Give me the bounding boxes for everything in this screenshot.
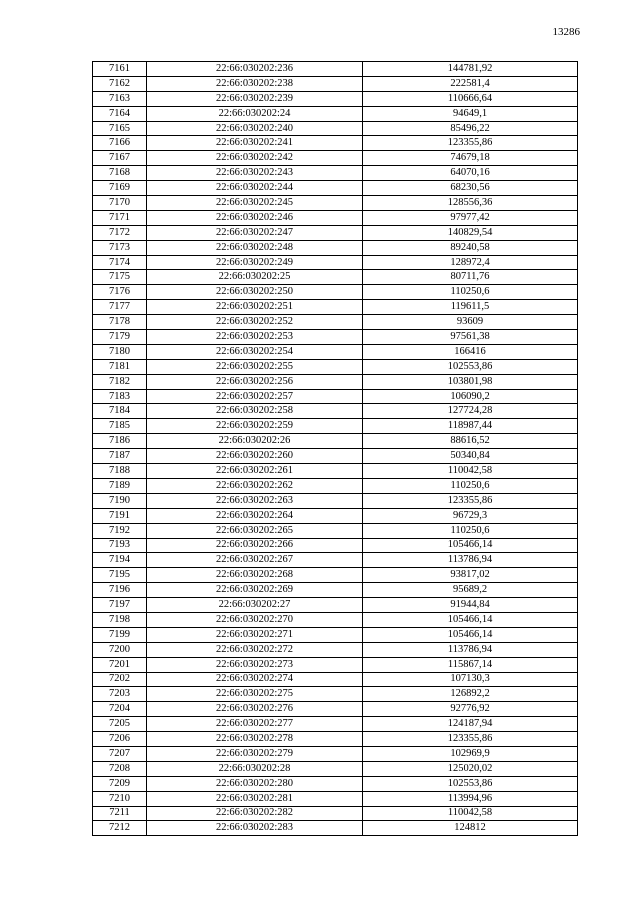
row-number-cell: 7187 — [93, 449, 147, 464]
cadastral-number-cell: 22:66:030202:239 — [147, 91, 363, 106]
row-number-cell: 7169 — [93, 181, 147, 196]
cadastral-number-cell: 22:66:030202:272 — [147, 642, 363, 657]
table-row — [93, 151, 578, 166]
cadastral-number-cell: 22:66:030202:249 — [147, 255, 363, 270]
row-number-cell: 7172 — [93, 225, 147, 240]
cadastral-number-cell: 22:66:030202:238 — [147, 76, 363, 91]
table-row — [93, 598, 578, 613]
table-row — [93, 255, 578, 270]
cadastral-value-cell: 92776,92 — [363, 702, 578, 717]
table-row — [93, 761, 578, 776]
cadastral-value-cell: 123355,86 — [363, 136, 578, 151]
row-number-cell: 7173 — [93, 240, 147, 255]
table-row — [93, 434, 578, 449]
cadastral-value-cell: 128972,4 — [363, 255, 578, 270]
cadastral-number-cell: 22:66:030202:262 — [147, 478, 363, 493]
cadastral-number-cell: 22:66:030202:259 — [147, 419, 363, 434]
cadastral-value-cell: 105466,14 — [363, 612, 578, 627]
table-row — [93, 687, 578, 702]
table-row — [93, 493, 578, 508]
cadastral-number-cell: 22:66:030202:27 — [147, 598, 363, 613]
cadastral-value-cell: 95689,2 — [363, 583, 578, 598]
row-number-cell: 7208 — [93, 761, 147, 776]
row-number-cell: 7206 — [93, 732, 147, 747]
cadastral-number-cell: 22:66:030202:264 — [147, 508, 363, 523]
table-row — [93, 672, 578, 687]
table-row — [93, 181, 578, 196]
cadastral-number-cell: 22:66:030202:248 — [147, 240, 363, 255]
cadastral-value-cell: 107130,3 — [363, 672, 578, 687]
table-row — [93, 657, 578, 672]
cadastral-value-cell: 50340,84 — [363, 449, 578, 464]
row-number-cell: 7200 — [93, 642, 147, 657]
row-number-cell: 7198 — [93, 612, 147, 627]
cadastral-value-cell: 123355,86 — [363, 493, 578, 508]
row-number-cell: 7191 — [93, 508, 147, 523]
row-number-cell: 7199 — [93, 627, 147, 642]
cadastral-number-cell: 22:66:030202:242 — [147, 151, 363, 166]
cadastral-number-cell: 22:66:030202:253 — [147, 330, 363, 345]
cadastral-value-cell: 113994,96 — [363, 791, 578, 806]
table-row — [93, 404, 578, 419]
cadastral-number-cell: 22:66:030202:269 — [147, 583, 363, 598]
cadastral-value-cell: 93817,02 — [363, 568, 578, 583]
table-row — [93, 538, 578, 553]
row-number-cell: 7162 — [93, 76, 147, 91]
table-body — [93, 62, 578, 836]
cadastral-value-cell: 128556,36 — [363, 196, 578, 211]
row-number-cell: 7189 — [93, 478, 147, 493]
cadastral-number-cell: 22:66:030202:28 — [147, 761, 363, 776]
row-number-cell: 7170 — [93, 196, 147, 211]
table-row — [93, 612, 578, 627]
cadastral-number-cell: 22:66:030202:247 — [147, 225, 363, 240]
cadastral-value-cell: 97977,42 — [363, 210, 578, 225]
cadastral-value-cell: 127724,28 — [363, 404, 578, 419]
cadastral-number-cell: 22:66:030202:255 — [147, 359, 363, 374]
row-number-cell: 7164 — [93, 106, 147, 121]
row-number-cell: 7190 — [93, 493, 147, 508]
cadastral-number-cell: 22:66:030202:273 — [147, 657, 363, 672]
table-row — [93, 568, 578, 583]
cadastral-number-cell: 22:66:030202:25 — [147, 270, 363, 285]
cadastral-number-cell: 22:66:030202:267 — [147, 553, 363, 568]
row-number-cell: 7203 — [93, 687, 147, 702]
table-row — [93, 196, 578, 211]
row-number-cell: 7204 — [93, 702, 147, 717]
cadastral-value-cell: 96729,3 — [363, 508, 578, 523]
cadastral-number-cell: 22:66:030202:266 — [147, 538, 363, 553]
cadastral-value-cell: 93609 — [363, 315, 578, 330]
row-number-cell: 7171 — [93, 210, 147, 225]
cadastral-value-cell: 110042,58 — [363, 464, 578, 479]
row-number-cell: 7185 — [93, 419, 147, 434]
cadastral-number-cell: 22:66:030202:236 — [147, 62, 363, 77]
table-row — [93, 330, 578, 345]
cadastral-number-cell: 22:66:030202:252 — [147, 315, 363, 330]
cadastral-number-cell: 22:66:030202:240 — [147, 121, 363, 136]
table-row — [93, 121, 578, 136]
table-row — [93, 776, 578, 791]
cadastral-value-cell: 113786,94 — [363, 642, 578, 657]
row-number-cell: 7161 — [93, 62, 147, 77]
cadastral-value-cell: 144781,92 — [363, 62, 578, 77]
page-number: 13286 — [552, 26, 580, 38]
row-number-cell: 7196 — [93, 583, 147, 598]
cadastral-number-cell: 22:66:030202:282 — [147, 806, 363, 821]
cadastral-value-cell: 102969,9 — [363, 746, 578, 761]
cadastral-value-cell: 115867,14 — [363, 657, 578, 672]
table-row — [93, 717, 578, 732]
cadastral-value-cell: 113786,94 — [363, 553, 578, 568]
table-row — [93, 106, 578, 121]
cadastral-value-cell: 88616,52 — [363, 434, 578, 449]
cadastral-number-cell: 22:66:030202:276 — [147, 702, 363, 717]
row-number-cell: 7209 — [93, 776, 147, 791]
cadastral-value-cell: 123355,86 — [363, 732, 578, 747]
row-number-cell: 7197 — [93, 598, 147, 613]
cadastral-value-cell: 106090,2 — [363, 389, 578, 404]
cadastral-number-cell: 22:66:030202:278 — [147, 732, 363, 747]
cadastral-number-cell: 22:66:030202:263 — [147, 493, 363, 508]
table-row — [93, 806, 578, 821]
cadastral-value-cell: 85496,22 — [363, 121, 578, 136]
row-number-cell: 7212 — [93, 821, 147, 836]
cadastral-number-cell: 22:66:030202:244 — [147, 181, 363, 196]
row-number-cell: 7211 — [93, 806, 147, 821]
row-number-cell: 7205 — [93, 717, 147, 732]
cadastral-number-cell: 22:66:030202:254 — [147, 344, 363, 359]
row-number-cell: 7202 — [93, 672, 147, 687]
table-row — [93, 464, 578, 479]
cadastral-number-cell: 22:66:030202:274 — [147, 672, 363, 687]
cadastral-number-cell: 22:66:030202:258 — [147, 404, 363, 419]
cadastral-number-cell: 22:66:030202:251 — [147, 300, 363, 315]
cadastral-number-cell: 22:66:030202:279 — [147, 746, 363, 761]
row-number-cell: 7181 — [93, 359, 147, 374]
cadastral-value-cell: 110250,6 — [363, 478, 578, 493]
row-number-cell: 7180 — [93, 344, 147, 359]
cadastral-value-cell: 89240,58 — [363, 240, 578, 255]
cadastral-value-cell: 91944,84 — [363, 598, 578, 613]
cadastral-value-cell: 105466,14 — [363, 538, 578, 553]
row-number-cell: 7183 — [93, 389, 147, 404]
cadastral-value-cell: 119611,5 — [363, 300, 578, 315]
table-row — [93, 344, 578, 359]
table-row — [93, 389, 578, 404]
cadastral-value-cell: 126892,2 — [363, 687, 578, 702]
table-row — [93, 315, 578, 330]
cadastral-number-cell: 22:66:030202:268 — [147, 568, 363, 583]
cadastral-value-cell: 166416 — [363, 344, 578, 359]
table-row — [93, 166, 578, 181]
table-row — [93, 300, 578, 315]
row-number-cell: 7201 — [93, 657, 147, 672]
cadastral-number-cell: 22:66:030202:281 — [147, 791, 363, 806]
table-row — [93, 270, 578, 285]
cadastral-number-cell: 22:66:030202:245 — [147, 196, 363, 211]
row-number-cell: 7168 — [93, 166, 147, 181]
table-row — [93, 791, 578, 806]
cadastral-value-cell: 103801,98 — [363, 374, 578, 389]
table-row — [93, 553, 578, 568]
table-row — [93, 210, 578, 225]
cadastral-number-cell: 22:66:030202:26 — [147, 434, 363, 449]
cadastral-number-cell: 22:66:030202:256 — [147, 374, 363, 389]
row-number-cell: 7177 — [93, 300, 147, 315]
row-number-cell: 7167 — [93, 151, 147, 166]
row-number-cell: 7193 — [93, 538, 147, 553]
row-number-cell: 7174 — [93, 255, 147, 270]
table-row — [93, 62, 578, 77]
cadastral-number-cell: 22:66:030202:241 — [147, 136, 363, 151]
cadastral-value-cell: 74679,18 — [363, 151, 578, 166]
cadastral-number-cell: 22:66:030202:261 — [147, 464, 363, 479]
table-row — [93, 419, 578, 434]
cadastral-value-cell: 110250,6 — [363, 285, 578, 300]
table-row — [93, 136, 578, 151]
cadastral-value-cell: 68230,56 — [363, 181, 578, 196]
table-row — [93, 627, 578, 642]
cadastral-value-cell: 140829,54 — [363, 225, 578, 240]
cadastral-number-cell: 22:66:030202:265 — [147, 523, 363, 538]
row-number-cell: 7192 — [93, 523, 147, 538]
row-number-cell: 7184 — [93, 404, 147, 419]
cadastral-value-cell: 105466,14 — [363, 627, 578, 642]
row-number-cell: 7186 — [93, 434, 147, 449]
row-number-cell: 7195 — [93, 568, 147, 583]
cadastral-value-cell: 110666,64 — [363, 91, 578, 106]
table-row — [93, 225, 578, 240]
table-row — [93, 76, 578, 91]
row-number-cell: 7175 — [93, 270, 147, 285]
cadastral-number-cell: 22:66:030202:283 — [147, 821, 363, 836]
row-number-cell: 7182 — [93, 374, 147, 389]
cadastral-value-cell: 97561,38 — [363, 330, 578, 345]
cadastral-value-cell: 94649,1 — [363, 106, 578, 121]
cadastral-value-cell: 102553,86 — [363, 359, 578, 374]
cadastral-value-cell: 222581,4 — [363, 76, 578, 91]
cadastral-number-cell: 22:66:030202:275 — [147, 687, 363, 702]
table-row — [93, 821, 578, 836]
cadastral-number-cell: 22:66:030202:257 — [147, 389, 363, 404]
table-row — [93, 508, 578, 523]
table-row — [93, 642, 578, 657]
cadastral-value-cell: 124812 — [363, 821, 578, 836]
table-row — [93, 285, 578, 300]
table-row — [93, 91, 578, 106]
cadastral-value-table — [92, 61, 578, 836]
cadastral-value-cell: 118987,44 — [363, 419, 578, 434]
table-row — [93, 702, 578, 717]
cadastral-value-cell: 110250,6 — [363, 523, 578, 538]
cadastral-number-cell: 22:66:030202:280 — [147, 776, 363, 791]
cadastral-number-cell: 22:66:030202:243 — [147, 166, 363, 181]
cadastral-number-cell: 22:66:030202:246 — [147, 210, 363, 225]
row-number-cell: 7165 — [93, 121, 147, 136]
row-number-cell: 7179 — [93, 330, 147, 345]
cadastral-value-cell: 102553,86 — [363, 776, 578, 791]
cadastral-number-cell: 22:66:030202:24 — [147, 106, 363, 121]
table-row — [93, 746, 578, 761]
cadastral-number-cell: 22:66:030202:250 — [147, 285, 363, 300]
row-number-cell: 7178 — [93, 315, 147, 330]
cadastral-number-cell: 22:66:030202:270 — [147, 612, 363, 627]
table-row — [93, 583, 578, 598]
row-number-cell: 7163 — [93, 91, 147, 106]
cadastral-value-cell: 125020,02 — [363, 761, 578, 776]
table-row — [93, 240, 578, 255]
row-number-cell: 7188 — [93, 464, 147, 479]
row-number-cell: 7166 — [93, 136, 147, 151]
table-row — [93, 478, 578, 493]
cadastral-value-cell: 80711,76 — [363, 270, 578, 285]
row-number-cell: 7207 — [93, 746, 147, 761]
cadastral-number-cell: 22:66:030202:277 — [147, 717, 363, 732]
table-row — [93, 449, 578, 464]
row-number-cell: 7210 — [93, 791, 147, 806]
cadastral-number-cell: 22:66:030202:260 — [147, 449, 363, 464]
cadastral-value-cell: 110042,58 — [363, 806, 578, 821]
table-row — [93, 374, 578, 389]
cadastral-value-cell: 124187,94 — [363, 717, 578, 732]
table-row — [93, 359, 578, 374]
cadastral-value-cell: 64070,16 — [363, 166, 578, 181]
table-row — [93, 523, 578, 538]
table-row — [93, 732, 578, 747]
row-number-cell: 7194 — [93, 553, 147, 568]
row-number-cell: 7176 — [93, 285, 147, 300]
cadastral-number-cell: 22:66:030202:271 — [147, 627, 363, 642]
